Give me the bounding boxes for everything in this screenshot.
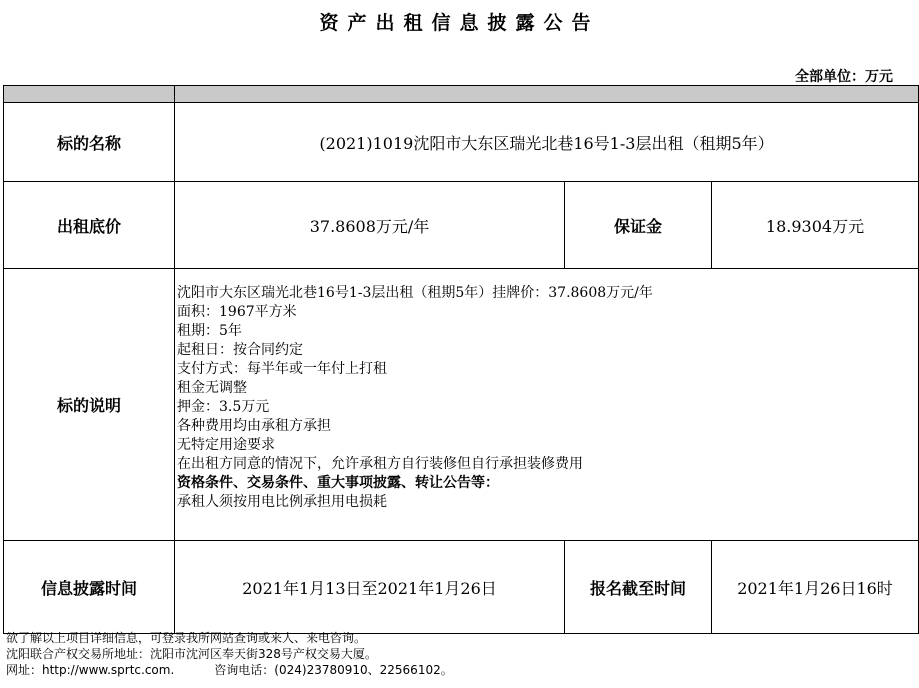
unit-note: 全部单位：万元 — [795, 69, 893, 85]
desc-line: 押金：3.5万元 — [177, 399, 270, 415]
deadline-value: 2021年1月26日16时 — [712, 541, 919, 634]
name-value: (2021)1019沈阳市大东区瑞光北巷16号1-3层出租（租期5年） — [175, 103, 919, 182]
desc-line: 租期：5年 — [177, 323, 242, 339]
name-label: 标的名称 — [4, 103, 175, 182]
footer-contact — [6, 662, 453, 678]
table-header-row — [4, 86, 919, 103]
disclosure-table — [3, 85, 919, 634]
desc-label: 标的说明 — [4, 269, 175, 541]
table-row — [4, 541, 919, 634]
disclosure-value: 2021年1月13日至2021年1月26日 — [175, 541, 565, 634]
website-link[interactable]: 网址：http://www.sprtc.com. — [6, 663, 175, 677]
desc-line: 起租日：按合同约定 — [177, 342, 303, 358]
desc-line: 各种费用均由承租方承担 — [177, 418, 331, 434]
price-value: 37.8608万元/年 — [175, 182, 565, 269]
header-cell — [4, 86, 175, 103]
header-cell — [175, 86, 919, 103]
desc-line: 在出租方同意的情况下，允许承租方自行装修但自行承担装修费用 — [177, 456, 583, 472]
table-row — [4, 182, 919, 269]
desc-line: 支付方式：每半年或一年付上打租 — [177, 361, 387, 377]
desc-line: 沈阳市大东区瑞光北巷16号1-3层出租（租期5年）挂牌价：37.8608万元/年 — [177, 285, 653, 301]
desc-conditions-heading: 资格条件、交易条件、重大事项披露、转让公告等： — [177, 475, 499, 491]
desc-line: 面积：1967平方米 — [177, 304, 297, 320]
footer-line: 欲了解以上项目详细信息，可登录我所网站查询或来人、来电咨询。 — [6, 631, 367, 645]
disclosure-label: 信息披露时间 — [4, 541, 175, 634]
footer — [6, 630, 453, 678]
footer-address: 沈阳联合产权交易所地址：沈阳市沈河区奉天街328号产权交易大厦。 — [6, 647, 377, 661]
desc-content — [175, 269, 919, 541]
deadline-label: 报名截至时间 — [565, 541, 712, 634]
desc-line: 租金无调整 — [177, 380, 247, 396]
table-row — [4, 103, 919, 182]
deposit-label: 保证金 — [565, 182, 712, 269]
desc-line: 承租人须按用电比例承担用电损耗 — [177, 494, 387, 510]
desc-line: 无特定用途要求 — [177, 437, 275, 453]
phone-info: 咨询电话：(024)23780910、22566102。 — [214, 663, 453, 677]
table-row — [4, 269, 919, 541]
price-label: 出租底价 — [4, 182, 175, 269]
page-title: 资产出租信息披露公告 — [319, 12, 600, 34]
deposit-value: 18.9304万元 — [712, 182, 919, 269]
